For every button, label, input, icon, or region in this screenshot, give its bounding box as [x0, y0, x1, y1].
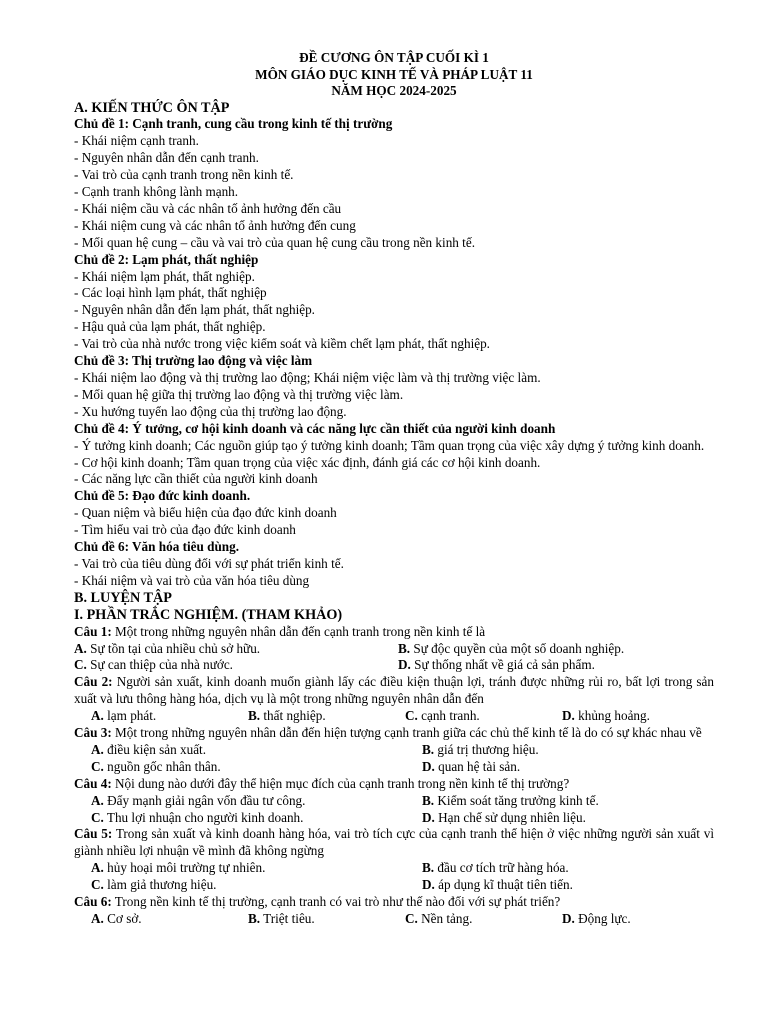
list-item: - Tìm hiểu vai trò của đạo đức kinh doanh	[74, 522, 296, 538]
answer-option-a: A. Sự tồn tại của nhiều chủ sở hữu.	[74, 640, 261, 656]
question-4	[74, 776, 714, 793]
question-label: Câu 2:	[74, 674, 113, 690]
list-item: - Ý tưởng kinh doanh; Các nguồn giúp tạo ý tưởng kinh doanh; Tầm quan trọng của việc xây dựng ý tưởng kinh doanh.	[74, 437, 705, 453]
list-item: - Mối quan hệ cung – cầu và vai trò của quan hệ cung cầu trong nền kinh tế.	[74, 234, 475, 250]
answer-option-d: D. áp dụng kĩ thuật tiên tiến.	[422, 877, 573, 893]
topic-1-title: Chủ đề 1: Cạnh tranh, cung cầu trong kinh tế thị trường	[74, 116, 393, 132]
list-item: - Khái niệm lao động và thị trường lao động; Khái niệm việc làm và thị trường việc làm.	[74, 370, 541, 385]
list-item: - Khái niệm và vai trò của văn hóa tiêu dùng	[74, 572, 310, 588]
question-text: Trong sản xuất và kinh doanh hàng hóa, vai trò tích cực của cạnh tranh thể hiện ở việc những người sản xuất vì giành nhiều lợi nhuận về mình đã không ngừng	[74, 826, 715, 859]
answer-options	[74, 742, 714, 776]
answer-option-d: D. quan hệ tài sản.	[422, 758, 521, 774]
list-item: - Khái niệm cầu và các nhân tố ảnh hưởng đến cầu	[74, 200, 342, 216]
answer-option-b: B. đầu cơ tích trữ hàng hóa.	[422, 860, 569, 876]
answer-option-b: B. Kiểm soát tăng trưởng kinh tế.	[422, 792, 599, 808]
list-item: - Cơ hội kinh doanh; Tầm quan trọng của việc xác định, đánh giá các cơ hội kinh doanh.	[74, 454, 541, 470]
answer-option-d: D. Hạn chế sử dụng nhiên liệu.	[422, 809, 586, 825]
question-text: Một trong những nguyên nhân dẫn đến cạnh tranh trong nền kinh tế là	[111, 623, 486, 639]
question-text: Người sản xuất, kinh doanh muốn giành lấy các điều kiện thuận lợi, tránh được những rủi ro, bất lợi trong sản xuất và lưu thông hàng hóa, dịch vụ là một trong những nguyên nhân dẫn đến	[74, 674, 714, 707]
multiple-choice-heading: I. PHẦN TRẮC NGHIỆM. (THAM KHẢO)	[74, 606, 343, 623]
topic-4-title: Chủ đề 4: Ý tưởng, cơ hội kinh doanh và các năng lực cần thiết của người kinh doanh	[74, 420, 556, 436]
subject-title: MÔN GIÁO DỤC KINH TẾ VÀ PHÁP LUẬT 11	[255, 66, 533, 82]
answer-option-b: B. Triệt tiêu.	[248, 911, 315, 926]
answer-options	[74, 860, 714, 894]
question-5	[74, 826, 714, 860]
answer-options	[74, 793, 714, 827]
question-text: Một trong những nguyên nhân dẫn đến hiện tượng cạnh tranh giữa các chủ thể kinh tế là do có sự khác nhau về	[111, 725, 702, 741]
topic-6-title: Chủ đề 6: Văn hóa tiêu dùng.	[74, 539, 240, 555]
list-item: - Xu hướng tuyển lao động của thị trường lao động.	[74, 403, 347, 419]
answer-options	[74, 911, 714, 928]
question-3	[74, 725, 714, 742]
answer-option-c: C. nguồn gốc nhân thân.	[91, 758, 221, 774]
list-item: - Các loại hình lạm phát, thất nghiệp	[74, 285, 267, 301]
answer-option-b: B. giá trị thương hiệu.	[422, 741, 539, 757]
list-item: - Nguyên nhân dẫn đến cạnh tranh.	[74, 150, 259, 166]
list-item: - Mối quan hệ giữa thị trường lao động và thị trường việc làm.	[74, 386, 404, 402]
answer-option-d: D. Động lực.	[562, 911, 631, 926]
question-text: Nội dung nào dưới đây thể hiện mục đích của cạnh tranh trong nền kinh tế thị trường?	[111, 775, 570, 791]
question-label: Câu 6:	[74, 894, 112, 910]
answer-option-a: A. điều kiện sản xuất.	[91, 741, 207, 757]
list-item: - Khái niệm cung và các nhân tố ảnh hưởng đến cung	[74, 217, 356, 233]
answer-option-d: D. Sự thống nhất về giá cả sản phẩm.	[398, 657, 595, 673]
answer-option-b: B. Sự độc quyền của một số doanh nghiệp.	[398, 640, 625, 656]
question-label: Câu 4:	[74, 775, 112, 791]
list-item: - Khái niệm lạm phát, thất nghiệp.	[74, 268, 255, 284]
list-item: - Các năng lực cần thiết của người kinh doanh	[74, 471, 318, 487]
question-6	[74, 894, 714, 911]
answer-option-a: A. lạm phát.	[91, 708, 157, 724]
answer-option-c: C. Sự can thiệp của nhà nước.	[74, 657, 233, 673]
answer-option-a: A. Đẩy mạnh giải ngân vốn đầu tư công.	[91, 792, 306, 808]
list-item: - Cạnh tranh không lành mạnh.	[74, 184, 239, 200]
answer-options	[74, 708, 714, 725]
answer-option-d: D. khủng hoảng.	[562, 708, 650, 724]
answer-option-b: B. thất nghiệp.	[248, 708, 326, 724]
section-b-heading: B. LUYỆN TẬP	[74, 589, 172, 606]
list-item: - Hậu quả của lạm phát, thất nghiệp.	[74, 319, 266, 335]
list-item: - Quan niệm và biểu hiện của đạo đức kinh doanh	[74, 505, 337, 521]
question-2	[74, 674, 714, 708]
answer-option-a: A. Cơ sở.	[91, 911, 142, 926]
document-title: ĐỀ CƯƠNG ÔN TẬP CUỐI KÌ 1	[299, 50, 489, 65]
list-item: - Vai trò của tiêu dùng đối với sự phát triển kinh tế.	[74, 555, 344, 571]
list-item: - Vai trò của cạnh tranh trong nền kinh tế.	[74, 167, 294, 183]
document-page	[74, 50, 714, 928]
list-item: - Vai trò của nhà nước trong việc kiểm soát và kiềm chết lạm phát, thất nghiệp.	[74, 336, 490, 352]
answer-option-c: C. làm giả thương hiệu.	[91, 877, 217, 893]
topic-5-title: Chủ đề 5: Đạo đức kinh doanh.	[74, 488, 251, 504]
list-item: - Khái niệm cạnh tranh.	[74, 133, 199, 149]
question-1	[74, 624, 714, 641]
question-label: Câu 3:	[74, 725, 112, 741]
school-year: NĂM HỌC 2024-2025	[331, 83, 457, 98]
answer-option-c: C. Nền tảng.	[405, 911, 473, 926]
answer-option-c: C. Thu lợi nhuận cho người kinh doanh.	[91, 809, 304, 825]
question-label: Câu 1:	[74, 623, 112, 639]
answer-option-c: C. cạnh tranh.	[405, 708, 480, 724]
question-text: Trong nền kinh tế thị trường, cạnh tranh có vai trò như thế nào đối với sự phát triển?	[111, 894, 561, 910]
answer-option-a: A. hủy hoại môi trường tự nhiên.	[91, 860, 266, 876]
answer-options	[74, 641, 714, 675]
topic-2-title: Chủ đề 2: Lạm phát, thất nghiệp	[74, 251, 259, 267]
topic-3-title: Chủ đề 3: Thị trường lao động và việc làm	[74, 353, 313, 369]
section-a-heading: A. KIẾN THỨC ÔN TẬP	[74, 99, 230, 116]
list-item: - Nguyên nhân dẫn đến lạm phát, thất nghiệp.	[74, 302, 315, 318]
question-label: Câu 5:	[74, 826, 113, 842]
